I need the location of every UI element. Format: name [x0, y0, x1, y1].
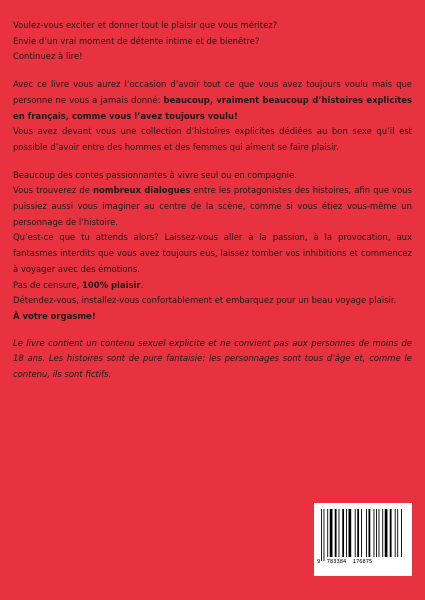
back-cover-text	[13, 18, 412, 383]
barcode-bar	[321, 509, 322, 561]
intro-line-2: Envie d’un vrai moment de détente intime et de bienêtre?	[13, 35, 260, 46]
closing-bold: À votre orgasme!	[13, 310, 96, 321]
closing-line	[13, 309, 412, 325]
isbn-barcode	[314, 503, 412, 576]
barcode-digits	[317, 559, 409, 566]
barcode-bar	[401, 509, 402, 557]
offer-bold: beaucoup, vraiment beaucoup d’histoires explicites en français, comme vous l’avez toujours voulu!	[13, 94, 413, 121]
censorship-bold: 100% plaisir	[81, 279, 141, 290]
barcode-bar	[395, 509, 396, 557]
barcode-bar	[357, 509, 359, 557]
paragraph-no-censorship	[13, 278, 412, 294]
intro-line-3: Continuez à lire!	[13, 51, 83, 62]
disclaimer: Le livre contient un contenu sexuel explicite et ne convient pas aux personnes de moins de 18 ans. Les histoires sont de pure fantaisie: les personnages sont tous d’âge et, comme le contenu, ils sont fictifs.	[13, 337, 412, 380]
barcode-bar	[346, 509, 347, 557]
paragraph-collection: Vous avez devant vous une collection d’histoires explicites dédiées au bon sexe qu’il est possible d’avoir entre des hommes et des femmes qui aiment se faire plaisir.	[13, 126, 412, 152]
paragraph-dialogues	[13, 183, 412, 230]
barcode-bar	[382, 509, 383, 557]
barcode-bar	[342, 509, 344, 557]
barcode-group-1: 783384	[326, 559, 347, 565]
dialogues-before: Vous trouverez de	[13, 185, 93, 196]
barcode-bar	[376, 509, 377, 557]
barcode-bar	[379, 509, 380, 557]
paragraph-relax: Détendez-vous, installez-vous confortablement et embarquez pour un beau voyage plaisir.	[13, 295, 397, 306]
barcode-bar	[390, 509, 392, 557]
dialogues-bold: nombreux dialogues	[92, 185, 191, 196]
barcode-bar	[361, 509, 362, 557]
barcode-bar	[330, 509, 333, 557]
barcode-group-2: 176875	[352, 559, 373, 565]
barcode-bar	[397, 509, 398, 557]
barcode-bar	[335, 509, 337, 557]
barcode-bar	[374, 509, 375, 557]
censorship-after: .	[140, 279, 144, 290]
paragraph-invitation: Qu’est-ce que tu attends alors? Laissez-vous aller à la passion, à la provocation, aux fantasmes interdits que vous avez toujours eus, laissez tomber vos inhibitions et commencez à voyager avec des émotions.	[13, 232, 412, 274]
censorship-before: Pas de censure,	[13, 279, 82, 290]
paragraph-stories: Beaucoup des contes passionnantes à vivre seul ou en compagnie.	[13, 169, 297, 180]
offer-text: Avec ce livre vous aurez l’occasion d’avoir tout ce que vous avez toujours voulu mais que personne ne vous a jamais donné:	[13, 79, 412, 105]
barcode-first-digit: 9	[317, 559, 321, 565]
barcode-bar	[369, 509, 371, 557]
barcode-bar	[339, 509, 340, 557]
barcode-bar	[324, 509, 325, 561]
barcode-bar	[349, 509, 352, 557]
barcode-bar	[385, 509, 388, 557]
barcode-bar	[355, 509, 356, 557]
barcode-bar	[327, 509, 328, 557]
intro-line-1: Voulez-vous exciter et donner tout le plaisir que vous méritez?	[13, 20, 278, 30]
barcode-bar	[366, 509, 367, 557]
barcode-bars	[319, 509, 407, 561]
dialogues-after: entre les protagonistes des histoires, afin que vous puissiez aussi vous imaginer au centre de la scène, comme si vous étiez vous-même un personnage de l’histoire.	[13, 185, 412, 227]
paragraph-book-offer	[13, 77, 412, 124]
